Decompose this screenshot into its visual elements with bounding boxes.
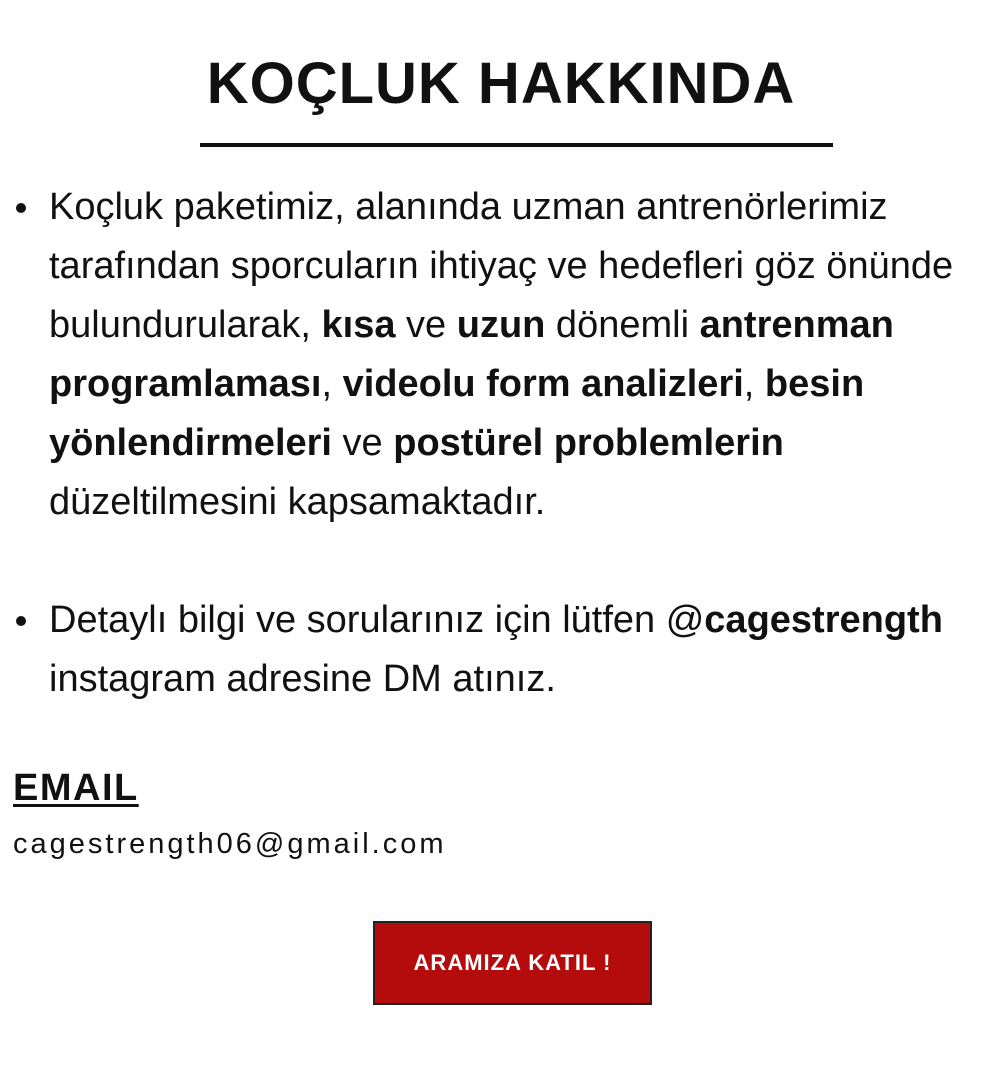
services-text-4: , — [321, 363, 343, 405]
join-us-button[interactable]: ARAMIZA KATIL ! — [373, 921, 652, 1005]
services-text-1: Koçluk paketimiz, alanında uzman antrenörlerimiz tarafından sporcuların ihtiyaç ve hedefleri göz önünde bulundurularak, — [49, 186, 954, 346]
email-address: cagestrength06@gmail.com — [13, 828, 447, 860]
services-bold-posture: postürel problemlerin — [393, 422, 784, 464]
services-text-2: ve — [395, 304, 457, 346]
services-bold-programming: antrenman programlaması — [49, 304, 894, 405]
services-bold-short: kısa — [321, 304, 396, 346]
services-bold-long: uzun — [456, 304, 546, 346]
services-bold-form-analysis: videolu form analizleri — [342, 363, 744, 405]
services-bold-nutrition: besin yönlendirmeleri — [49, 363, 865, 464]
email-heading: EMAIL — [13, 767, 139, 809]
about-list — [0, 178, 1002, 709]
title-underline — [200, 143, 833, 147]
services-text-5: , — [743, 363, 765, 405]
page-title: KOÇLUK HAKKINDA — [206, 51, 796, 116]
bullet-dot-icon — [16, 203, 26, 213]
about-item-contact-info — [0, 591, 1002, 709]
contact-info-text-2: instagram adresine DM atınız. — [49, 658, 556, 700]
contact-info-text-1: Detaylı bilgi ve sorularınız için lütfen @ — [49, 599, 705, 641]
services-text-6: ve — [331, 422, 394, 464]
services-text-7: düzeltilmesini kapsamaktadır. — [49, 481, 546, 523]
instagram-handle: cagestrength — [704, 599, 943, 641]
services-text-3: dönemli — [545, 304, 700, 346]
bullet-dot-icon — [16, 616, 26, 626]
about-item-services — [0, 178, 1002, 532]
